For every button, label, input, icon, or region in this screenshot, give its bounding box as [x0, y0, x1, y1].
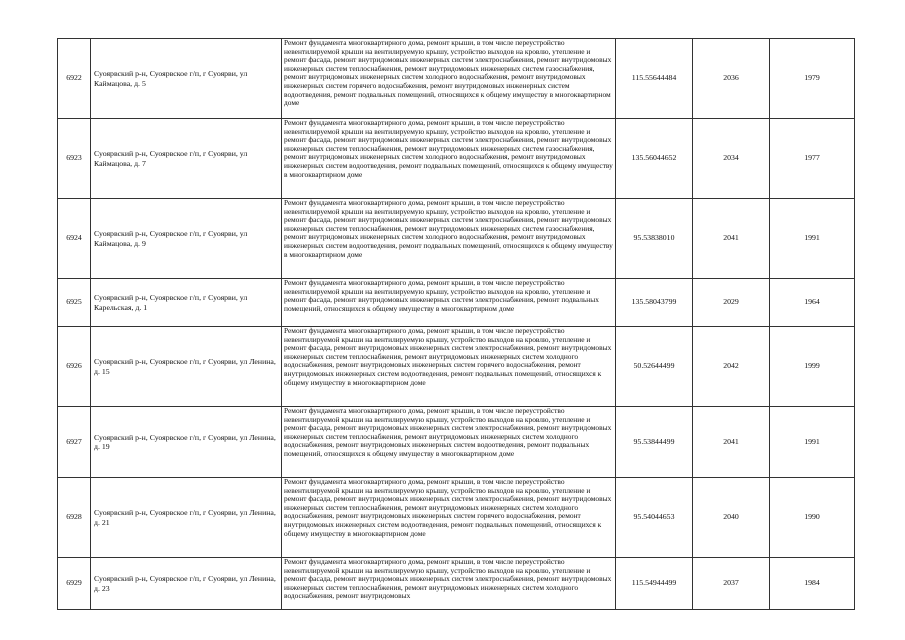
table-row	[58, 407, 855, 478]
row-cost: 135.58043799	[616, 279, 693, 327]
table-row	[58, 327, 855, 407]
row-planned-year: 2037	[693, 558, 770, 610]
row-number: 6926	[58, 327, 91, 407]
row-planned-year: 2036	[693, 39, 770, 119]
row-cost: 115.55644484	[616, 39, 693, 119]
row-works: Ремонт фундамента многоквартирного дома, ремонт крыши, в том числе переустройство невентилируемой крыши на вентилируемую крышу, устройство выходов на кровлю, утепление и ремонт фасада, ремонт внутридомовых инженерных систем электроснабжения, ремонт внутридомовых инженерных систем теплоснабжения, ремонт внутридомовых инженерных систем холодного водоснабжения, ремонт внутридомовых	[282, 558, 616, 610]
row-works: Ремонт фундамента многоквартирного дома, ремонт крыши, в том числе переустройство невентилируемой крыши на вентилируемую крышу, устройство выходов на кровлю, утепление и ремонт фасада, ремонт внутридомовых инженерных систем электроснабжения, ремонт внутридомовых инженерных систем теплоснабжения, ремонт внутридомовых инженерных систем холодного водоснабжения, ремонт внутридомовых инженерных систем горячего водоснабжения, ремонт внутридомовых инженерных систем водоотведения, ремонт подвальных помещений, относящихся к общему имуществу в многоквартирном доме	[282, 327, 616, 407]
row-address: Суоярвский р-н, Суоярвское г/п, г Суоярви, ул Ленина, д. 21	[91, 478, 282, 558]
table-row	[58, 558, 855, 610]
row-number: 6929	[58, 558, 91, 610]
row-cost: 95.54044653	[616, 478, 693, 558]
table-row	[58, 478, 855, 558]
row-works: Ремонт фундамента многоквартирного дома, ремонт крыши, в том числе переустройство невентилируемой крыши на вентилируемую крышу, устройство выходов на кровлю, утепление и ремонт фасада, ремонт внутридомовых инженерных систем электроснабжения, ремонт внутридомовых инженерных систем теплоснабжения, ремонт внутридомовых инженерных систем газоснабжения, ремонт внутридомовых инженерных систем холодного водоснабжения, ремонт внутридомовых инженерных систем водоотведения, ремонт подвальных помещений, относящихся к общему имуществу в многоквартирном доме	[282, 119, 616, 199]
row-number: 6925	[58, 279, 91, 327]
row-address: Суоярвский р-н, Суоярвское г/п, г Суоярви, ул Карельская, д. 1	[91, 279, 282, 327]
row-built-year: 1999	[770, 327, 855, 407]
row-address: Суоярвский р-н, Суоярвское г/п, г Суоярви, ул Ленина, д. 23	[91, 558, 282, 610]
row-number: 6923	[58, 119, 91, 199]
row-number: 6924	[58, 199, 91, 279]
row-number: 6922	[58, 39, 91, 119]
row-planned-year: 2029	[693, 279, 770, 327]
row-works: Ремонт фундамента многоквартирного дома, ремонт крыши, в том числе переустройство невентилируемой крыши на вентилируемую крышу, устройство выходов на кровлю, утепление и ремонт фасада, ремонт внутридомовых инженерных систем электроснабжения, ремонт внутридомовых инженерных систем теплоснабжения, ремонт внутридомовых инженерных систем газоснабжения, ремонт внутридомовых инженерных систем холодного водоснабжения, ремонт внутридомовых инженерных систем горячего водоснабжения, ремонт внутридомовых инженерных систем водоотведения, ремонт подвальных помещений, относящихся к общему имуществу в многоквартирном доме	[282, 39, 616, 119]
row-address: Суоярвский р-н, Суоярвское г/п, г Суоярви, ул Каймацова, д. 5	[91, 39, 282, 119]
row-planned-year: 2040	[693, 478, 770, 558]
row-built-year: 1977	[770, 119, 855, 199]
row-planned-year: 2041	[693, 407, 770, 478]
row-built-year: 1991	[770, 199, 855, 279]
row-built-year: 1979	[770, 39, 855, 119]
row-built-year: 1990	[770, 478, 855, 558]
row-address: Суоярвский р-н, Суоярвское г/п, г Суоярви, ул Каймацова, д. 9	[91, 199, 282, 279]
row-built-year: 1964	[770, 279, 855, 327]
row-address: Суоярвский р-н, Суоярвское г/п, г Суоярви, ул Ленина, д. 19	[91, 407, 282, 478]
row-works: Ремонт фундамента многоквартирного дома, ремонт крыши, в том числе переустройство невентилируемой крыши на вентилируемую крышу, устройство выходов на кровлю, утепление и ремонт фасада, ремонт внутридомовых инженерных систем электроснабжения, ремонт внутридомовых инженерных систем теплоснабжения, ремонт внутридомовых инженерных систем газоснабжения, ремонт внутридомовых инженерных систем холодного водоснабжения, ремонт внутридомовых инженерных систем водоотведения, ремонт подвальных помещений, относящихся к общему имуществу в многоквартирном доме	[282, 199, 616, 279]
row-built-year: 1991	[770, 407, 855, 478]
row-works: Ремонт фундамента многоквартирного дома, ремонт крыши, в том числе переустройство невентилируемой крыши на вентилируемую крышу, устройство выходов на кровлю, утепление и ремонт фасада, ремонт внутридомовых инженерных систем электроснабжения, ремонт внутридомовых инженерных систем теплоснабжения, ремонт внутридомовых инженерных систем холодного водоснабжения, ремонт внутридомовых инженерных систем горячего водоснабжения, ремонт внутридомовых инженерных систем водоотведения, ремонт подвальных помещений, относящихся к общему имуществу в многоквартирном доме	[282, 478, 616, 558]
row-number: 6927	[58, 407, 91, 478]
row-address: Суоярвский р-н, Суоярвское г/п, г Суоярви, ул Каймацова, д. 7	[91, 119, 282, 199]
row-cost: 135.56044652	[616, 119, 693, 199]
table-row	[58, 279, 855, 327]
row-works: Ремонт фундамента многоквартирного дома, ремонт крыши, в том числе переустройство невентилируемой крыши на вентилируемую крышу, устройство выходов на кровлю, утепление и ремонт фасада, ремонт внутридомовых инженерных систем электроснабжения, ремонт подвальных помещений, относящихся к общему имуществу в многоквартирном доме	[282, 279, 616, 327]
row-cost: 50.52644499	[616, 327, 693, 407]
row-planned-year: 2042	[693, 327, 770, 407]
row-cost: 95.53838010	[616, 199, 693, 279]
table-row	[58, 199, 855, 279]
row-built-year: 1984	[770, 558, 855, 610]
row-planned-year: 2034	[693, 119, 770, 199]
works-table	[57, 38, 855, 610]
row-cost: 95.53844499	[616, 407, 693, 478]
row-planned-year: 2041	[693, 199, 770, 279]
table-row	[58, 39, 855, 119]
row-address: Суоярвский р-н, Суоярвское г/п, г Суоярви, ул Ленина, д. 15	[91, 327, 282, 407]
row-works: Ремонт фундамента многоквартирного дома, ремонт крыши, в том числе переустройство невентилируемой крыши на вентилируемую крышу, устройство выходов на кровлю, утепление и ремонт фасада, ремонт внутридомовых инженерных систем электроснабжения, ремонт внутридомовых инженерных систем теплоснабжения, ремонт внутридомовых инженерных систем холодного водоснабжения, ремонт внутридомовых инженерных систем водоотведения, ремонт подвальных помещений, относящихся к общему имуществу в многоквартирном доме	[282, 407, 616, 478]
table-row	[58, 119, 855, 199]
row-cost: 115.54944499	[616, 558, 693, 610]
row-number: 6928	[58, 478, 91, 558]
